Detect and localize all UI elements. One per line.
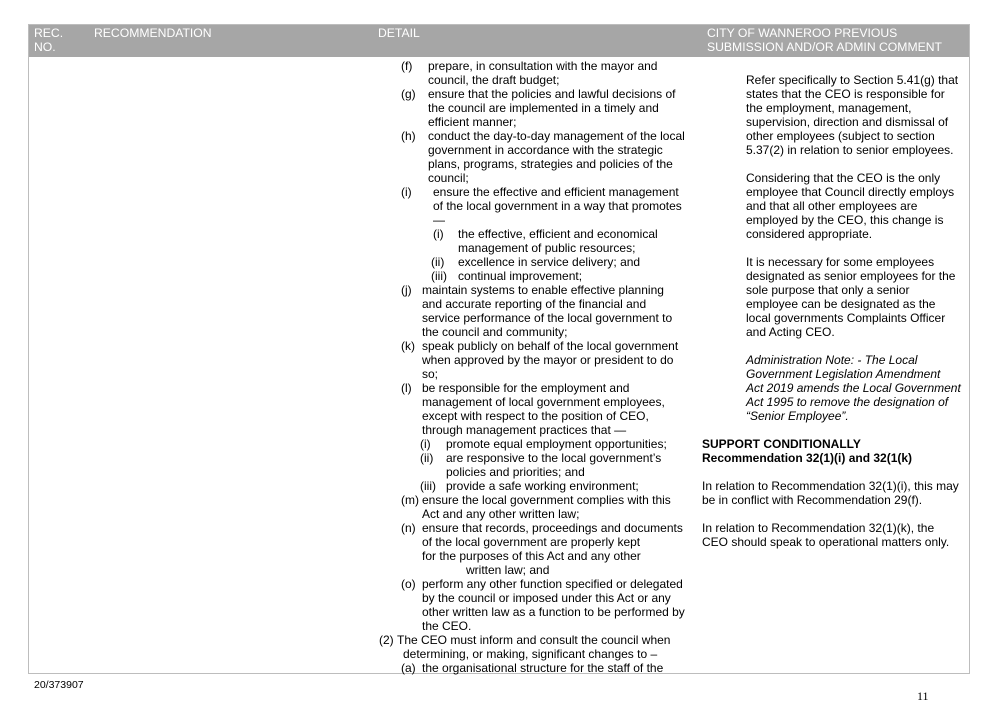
detail-item-text: The CEO must inform and consult the council when: [397, 633, 671, 647]
comment-paragraph: considered appropriate.: [746, 227, 873, 241]
detail-item-text: be responsible for the employment and: [422, 381, 630, 395]
detail-item-text: when approved by the mayor or president to do: [422, 353, 674, 367]
comment-paragraph: local governments Complaints Officer: [746, 311, 946, 325]
detail-item-text: perform any other function specified or delegated: [422, 577, 683, 591]
comment-paragraph: Refer specifically to Section 5.41(g) that: [746, 73, 959, 87]
administration-note: Act 1995 to remove the designation of: [746, 395, 949, 409]
detail-item-text: of the local government are properly kept: [422, 535, 641, 549]
detail-item-marker: (2): [379, 633, 394, 647]
detail-item-text: efficient manner;: [428, 115, 517, 129]
detail-item-text: through management practices that —: [422, 423, 627, 437]
detail-item-marker: (a): [401, 661, 416, 675]
detail-item-marker: (l): [401, 381, 412, 395]
comment-paragraph: employee can be designated as the: [746, 297, 936, 311]
detail-item-text: by the council or imposed under this Act or any: [422, 591, 671, 605]
comment-paragraph: states that the CEO is responsible for: [746, 87, 945, 101]
comment-paragraph: CEO should speak to operational matters only.: [702, 535, 950, 549]
support-conditionally-heading: SUPPORT CONDITIONALLY: [702, 437, 861, 451]
detail-item-marker: (i): [420, 437, 431, 451]
header-rec-no: REC. NO.: [34, 26, 64, 54]
support-conditionally-heading: Recommendation 32(1)(i) and 32(1(k): [702, 451, 913, 465]
detail-item-text: and accurate reporting of the financial and: [422, 297, 647, 311]
detail-item-marker: (iii): [420, 479, 436, 493]
detail-item-text: except with respect to the position of CEO,: [422, 409, 649, 423]
detail-item-marker: (k): [401, 339, 415, 353]
comment-paragraph: employee that Council directly employs: [746, 185, 955, 199]
header-recommendation: RECOMMENDATION: [94, 26, 212, 40]
comment-paragraph: be in conflict with Recommendation 29(f).: [702, 493, 923, 507]
detail-item-text: ensure the local government complies with this: [422, 493, 671, 507]
header-comment: CITY OF WANNEROO PREVIOUS SUBMISSION AND/OR ADMIN COMMENT: [707, 26, 942, 54]
table-header: [29, 25, 969, 57]
detail-item-text: service performance of the local government to: [422, 311, 673, 325]
detail-item-text: for the purposes of this Act and any other: [422, 549, 641, 563]
detail-item-text: management of local government employees,: [422, 395, 665, 409]
detail-item-marker: (ii): [431, 255, 445, 269]
detail-item-text: ensure that records, proceedings and documents: [422, 521, 683, 535]
detail-item-marker: (o): [401, 577, 416, 591]
detail-item-text: of the local government in a way that promotes: [433, 199, 682, 213]
administration-note: Administration Note: - The Local: [746, 353, 918, 367]
comment-paragraph: employed by the CEO, this change is: [746, 213, 944, 227]
detail-item-text: promote equal employment opportunities;: [446, 437, 667, 451]
detail-item-text: continual improvement;: [458, 269, 583, 283]
detail-item-marker: (iii): [431, 269, 447, 283]
detail-item-marker: (i): [401, 185, 412, 199]
detail-item-text: the organisational structure for the staff of the: [422, 661, 664, 675]
detail-item-marker: (g): [401, 87, 416, 101]
comment-paragraph: designated as senior employees for the: [746, 269, 956, 283]
detail-item-marker: (h): [401, 129, 416, 143]
administration-note: Government Legislation Amendment: [746, 367, 941, 381]
header-detail: DETAIL: [378, 26, 420, 40]
detail-item-text: prepare, in consultation with the mayor and: [428, 59, 658, 73]
detail-item-text: —: [433, 213, 445, 227]
comment-paragraph: other employees (subject to section: [746, 129, 935, 143]
detail-item-text: so;: [422, 367, 439, 381]
detail-item-text: ensure that the policies and lawful decisions of: [428, 87, 676, 101]
detail-item-text: maintain systems to enable effective planning: [422, 283, 664, 297]
page-number: 11: [917, 689, 929, 703]
comment-paragraph: the employment, management,: [746, 101, 912, 115]
detail-item-text: ensure the effective and efficient management: [433, 185, 679, 199]
detail-item-text: management of public resources;: [458, 241, 636, 255]
detail-item-text: the council are implemented in a timely and: [428, 101, 659, 115]
administration-note: Act 2019 amends the Local Government: [746, 381, 961, 395]
detail-item-marker: (j): [401, 283, 412, 297]
comment-paragraph: Considering that the CEO is the only: [746, 171, 941, 185]
comment-paragraph: In relation to Recommendation 32(1)(i), this may: [702, 479, 959, 493]
comment-paragraph: It is necessary for some employees: [746, 255, 935, 269]
detail-item-text: the council and community;: [422, 325, 568, 339]
administration-note: “Senior Employee”.: [746, 409, 849, 423]
detail-item-text: are responsive to the local government’s: [446, 451, 662, 465]
detail-item-text: determining, or making, significant changes to –: [403, 647, 658, 661]
detail-item-text: Act and any other written law;: [422, 507, 580, 521]
detail-item-text: plans, programs, strategies and policies of the: [428, 157, 673, 171]
detail-item-text: the effective, efficient and economical: [458, 227, 658, 241]
detail-item-text: the CEO.: [422, 619, 472, 633]
comment-paragraph: and that all other employees are: [746, 199, 918, 213]
detail-item-marker: (n): [401, 521, 416, 535]
detail-item-marker: (ii): [420, 451, 434, 465]
detail-item-marker: (i): [433, 227, 444, 241]
comment-paragraph: 5.37(2) in relation to senior employees.: [746, 143, 954, 157]
detail-item-text: provide a safe working environment;: [446, 479, 639, 493]
detail-item-text: written law; and: [466, 563, 550, 577]
detail-item-text: excellence in service delivery; and: [458, 255, 641, 269]
detail-item-marker: (f): [401, 59, 413, 73]
detail-item-text: government in accordance with the strategic: [428, 143, 663, 157]
detail-item-marker: (m): [401, 493, 419, 507]
detail-item-text: other written law as a function to be performed by: [422, 605, 685, 619]
detail-item-text: council;: [428, 171, 469, 185]
table-right-edge: [969, 57, 970, 673]
comment-paragraph: supervision, direction and dismissal of: [746, 115, 949, 129]
comment-paragraph: sole purpose that only a senior: [746, 283, 910, 297]
detail-item-text: policies and priorities; and: [446, 465, 585, 479]
detail-item-text: conduct the day-to-day management of the local: [428, 129, 685, 143]
detail-item-text: speak publicly on behalf of the local government: [422, 339, 679, 353]
detail-item-text: council, the draft budget;: [428, 73, 560, 87]
document-reference: 20/373907: [34, 679, 84, 691]
comment-paragraph: In relation to Recommendation 32(1)(k), the: [702, 521, 935, 535]
comment-paragraph: and Acting CEO.: [746, 325, 835, 339]
